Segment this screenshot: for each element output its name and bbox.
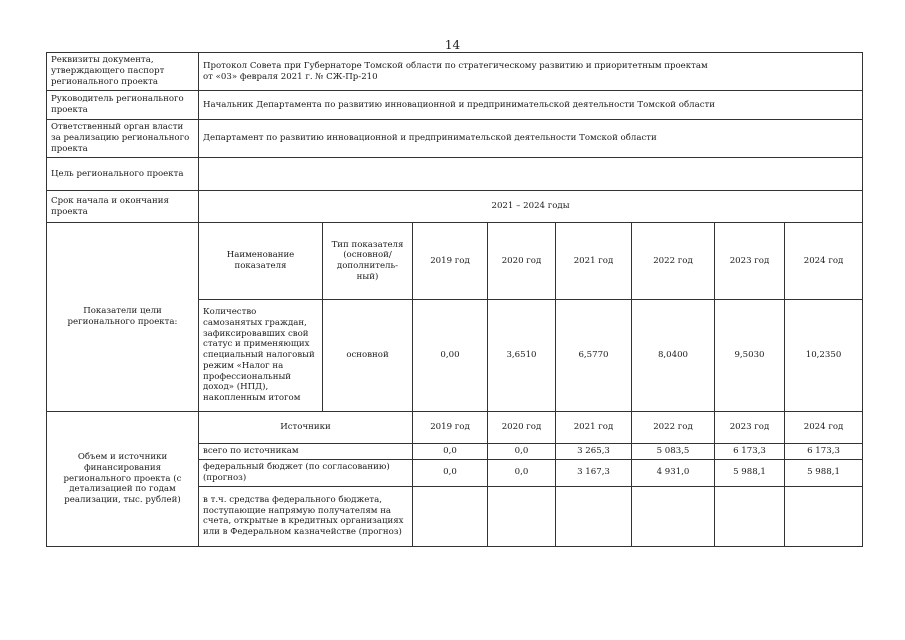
indicators-header-row [47, 223, 863, 300]
indicator-value: 6,5770 [556, 300, 632, 412]
financing-value: 5 988,1 [785, 459, 863, 486]
year-header: 2020 год [488, 412, 556, 444]
year-header: 2023 год [715, 412, 785, 444]
financing-value: 0,0 [488, 459, 556, 486]
financing-value: 6 173,3 [785, 444, 863, 460]
authority-row [47, 120, 863, 158]
authority-value: Департамент по развитию инновационной и предпринимательской деятельности Томской области [199, 120, 863, 158]
year-header: 2023 год [715, 223, 785, 300]
project-head-value: Начальник Департамента по развитию инновационной и предпринимательской деятельности Томской области [199, 91, 863, 120]
financing-source-name: федеральный бюджет (по согласованию) (прогноз) [199, 459, 413, 486]
goal-label: Цель регионального проекта [47, 158, 199, 191]
year-header: 2024 год [785, 223, 863, 300]
financing-value: 0,0 [488, 444, 556, 460]
indicator-value: 10,2350 [785, 300, 863, 412]
sources-header: Источники [199, 412, 413, 444]
indicator-value: 8,0400 [632, 300, 715, 412]
year-header: 2021 год [556, 412, 632, 444]
requisites-label: Реквизиты документа, утверждающего паспорт регионального проекта [47, 53, 199, 91]
financing-value: 6 173,3 [715, 444, 785, 460]
indicator-name-header: Наименование показателя [199, 223, 323, 300]
year-header: 2019 год [413, 223, 488, 300]
page-number: 14 [444, 38, 461, 52]
financing-value [632, 486, 715, 546]
project-head-row [47, 91, 863, 120]
term-value: 2021 – 2024 годы [199, 191, 863, 223]
indicator-name: Количество самозанятых граждан, зафиксировавших свой статус и применяющих специальный налоговый режим «Налог на профессиональный доход» (НПД), накопленным итогом [199, 300, 323, 412]
year-header: 2022 год [632, 223, 715, 300]
financing-value: 3 167,3 [556, 459, 632, 486]
goal-value [199, 158, 863, 191]
financing-value: 3 265,3 [556, 444, 632, 460]
indicators-section-label: Показатели цели регионального проекта: [47, 223, 199, 412]
financing-value [413, 486, 488, 546]
indicator-value: 3,6510 [488, 300, 556, 412]
financing-value [556, 486, 632, 546]
year-header: 2019 год [413, 412, 488, 444]
authority-label: Ответственный орган власти за реализацию регионального проекта [47, 120, 199, 158]
requisites-value [199, 53, 863, 91]
indicator-value: 9,5030 [715, 300, 785, 412]
financing-source-name: всего по источникам [199, 444, 413, 460]
year-header: 2021 год [556, 223, 632, 300]
indicator-type-header: Тип показателя (основной/ дополнитель-ный) [323, 223, 413, 300]
financing-source-name: в т.ч. средства федерального бюджета, поступающие напрямую получателям на счета, открытые в кредитных организациях или в Федеральном казначействе (прогноз) [199, 486, 413, 546]
goal-row [47, 158, 863, 191]
term-label: Срок начала и окончания проекта [47, 191, 199, 223]
financing-header-row [47, 412, 863, 444]
indicator-type: основной [323, 300, 413, 412]
requisites-value-line2: от «03» февраля 2021 г. № СЖ-Пр-210 [203, 71, 378, 82]
requisites-value-line1: Протокол Совета при Губернаторе Томской области по стратегическому развитию и приоритетным проектам [203, 60, 708, 71]
term-row [47, 191, 863, 223]
indicator-value: 0,00 [413, 300, 488, 412]
project-head-label: Руководитель регионального проекта [47, 91, 199, 120]
project-passport-table [46, 52, 863, 547]
requisites-row [47, 53, 863, 91]
financing-section-label: Объем и источники финансирования регионального проекта (с детализацией по годам реализации, тыс. рублей) [47, 412, 199, 547]
financing-value [488, 486, 556, 546]
financing-value: 0,0 [413, 444, 488, 460]
year-header: 2022 год [632, 412, 715, 444]
financing-value: 5 083,5 [632, 444, 715, 460]
financing-value [715, 486, 785, 546]
financing-value: 5 988,1 [715, 459, 785, 486]
year-header: 2024 год [785, 412, 863, 444]
year-header: 2020 год [488, 223, 556, 300]
financing-value: 4 931,0 [632, 459, 715, 486]
financing-value: 0,0 [413, 459, 488, 486]
financing-value [785, 486, 863, 546]
